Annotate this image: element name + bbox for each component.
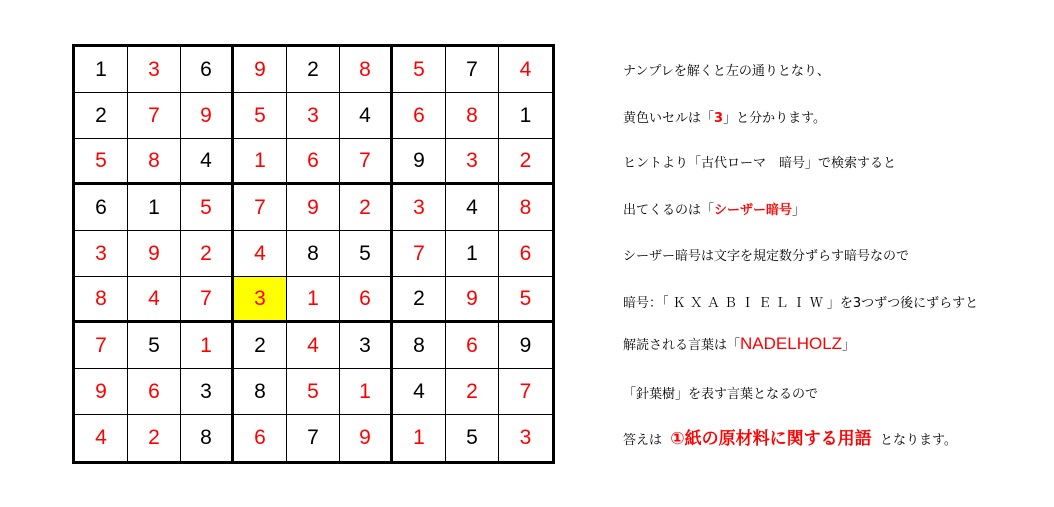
sudoku-cell-r9c7: 1: [393, 415, 446, 461]
sudoku-cell-r3c5: 6: [287, 139, 340, 185]
sudoku-cell-r5c1: 3: [75, 231, 128, 277]
sudoku-cell-r2c7: 6: [393, 93, 446, 139]
note-line-8: 「針葉樹」を表す言葉となるので: [623, 387, 819, 402]
sudoku-cell-r5c7: 7: [393, 231, 446, 277]
sudoku-cell-r4c4: 7: [234, 185, 287, 231]
note-line-7-pre: 解読される言葉は「: [623, 338, 741, 353]
note-line-4: [623, 199, 805, 218]
sudoku-cell-r2c4: 5: [234, 93, 287, 139]
sudoku-grid: [72, 44, 555, 464]
note-line-1: ナンプレを解くと左の通りとなり、: [623, 64, 830, 79]
sudoku-cell-r4c7: 3: [393, 185, 446, 231]
sudoku-cell-r3c4: 1: [234, 139, 287, 185]
sudoku-cell-r6c5: 1: [287, 277, 340, 323]
answer-text: ①紙の原材料に関する用語: [670, 429, 872, 449]
sudoku-cell-r1c6: 8: [340, 47, 393, 93]
sudoku-cell-r5c8: 1: [446, 231, 499, 277]
sudoku-cell-r6c6: 6: [340, 277, 393, 323]
sudoku-cell-r5c9: 6: [499, 231, 552, 277]
sudoku-cell-r9c9: 3: [519, 426, 532, 449]
sudoku-cell-r6c2: 4: [128, 277, 181, 323]
sudoku-cell-r3c3: 4: [181, 139, 234, 185]
sudoku-cell-r9c5: 7: [287, 415, 340, 461]
note-line-3: ヒントより「古代ローマ 暗号」で検索すると: [623, 156, 897, 171]
sudoku-cell-r8c3: 3: [181, 369, 234, 415]
sudoku-cell-r2c1: 2: [75, 93, 128, 139]
sudoku-cell-r7c9: 9: [499, 323, 552, 369]
sudoku-cell-r8c6: 1: [340, 369, 393, 415]
note-line-4-post: 」: [792, 203, 806, 218]
sudoku-cell-r7c3: 1: [181, 323, 234, 369]
note-line-9: [623, 424, 957, 449]
sudoku-cell-r3c9: 2: [499, 139, 552, 185]
sudoku-cell-r2c3: 9: [181, 93, 234, 139]
sudoku-cell-r7c2: 5: [128, 323, 181, 369]
sudoku-cell-r2c9: 1: [499, 93, 552, 139]
sudoku-cell-r7c1: 7: [75, 323, 128, 369]
sudoku-cell-r6c8: 9: [446, 277, 499, 323]
note-line-7-value: NADELHOLZ: [740, 334, 843, 353]
sudoku-cell-r2c6: 4: [340, 93, 393, 139]
sudoku-cell-r5c4: 4: [234, 231, 287, 277]
sudoku-cell-r6c4: 3: [234, 277, 287, 323]
sudoku-cell-r4c6: 2: [340, 185, 393, 231]
sudoku-cell-r9c4: 6: [234, 415, 287, 461]
sudoku-cell-r7c8: 6: [446, 323, 499, 369]
note-line-5: シーザー暗号は文字を規定数分ずらす暗号なので: [623, 249, 910, 264]
sudoku-cell-r4c3: 5: [181, 185, 234, 231]
sudoku-cell-r5c6: 5: [340, 231, 393, 277]
sudoku-cell-r3c8: 3: [446, 139, 499, 185]
sudoku-cell-r9c6: 9: [340, 415, 393, 461]
sudoku-cell-r1c3: 6: [181, 47, 234, 93]
sudoku-cell-r2c8: 8: [446, 93, 499, 139]
sudoku-cell-r3c2: 8: [128, 139, 181, 185]
note-line-4-value: シーザー暗号: [714, 203, 793, 218]
sudoku-cell-r1c4: 9: [234, 47, 287, 93]
sudoku-cell-r8c8: 2: [446, 369, 499, 415]
sudoku-cell-r1c8: 7: [446, 47, 499, 93]
sudoku-cell-r6c1: 8: [75, 277, 128, 323]
sudoku-cell-r4c2: 1: [128, 185, 181, 231]
note-line-9-pre: 答えは: [623, 433, 663, 448]
sudoku-cell-r7c7: 8: [393, 323, 446, 369]
sudoku-cell-r1c5: 2: [287, 47, 340, 93]
sudoku-cell-r7c4: 2: [234, 323, 287, 369]
sudoku-cell-r8c1: 9: [75, 369, 128, 415]
sudoku-cell-r5c5: 8: [287, 231, 340, 277]
note-line-2-value: 3: [714, 111, 724, 126]
sudoku-cell-r2c2: 7: [128, 93, 181, 139]
sudoku-cell-r6c7: 2: [393, 277, 446, 323]
sudoku-cell-r5c2: 9: [128, 231, 181, 277]
sudoku-cell-r4c1: 6: [75, 185, 128, 231]
note-line-6: 暗号：「 Ｋ Ｘ Ａ Ｂ Ｉ Ｅ Ｌ Ｉ Ｗ 」を3つずつ後にずらすと: [623, 296, 979, 311]
sudoku-cell-r1c7: 5: [393, 47, 446, 93]
sudoku-cell-r9c2: 2: [128, 415, 181, 461]
sudoku-cell-r2c5: 3: [287, 93, 340, 139]
sudoku-cell-r3c7: 9: [393, 139, 446, 185]
sudoku-cell-r8c5: 5: [287, 369, 340, 415]
sudoku-cell-r8c7: 4: [393, 369, 446, 415]
note-line-9-post: となります。: [879, 433, 957, 448]
sudoku-cell-r1c9: 4: [499, 47, 552, 93]
sudoku-cell-r8c4: 8: [234, 369, 287, 415]
sudoku-cell-r4c5: 9: [287, 185, 340, 231]
sudoku-cell-r3c6: 7: [340, 139, 393, 185]
sudoku-cell-r1c2: 3: [128, 47, 181, 93]
sudoku-cell-r7c5: 4: [287, 323, 340, 369]
sudoku-cell-r8c9: 7: [499, 369, 552, 415]
sudoku-cell-r9c3: 8: [181, 415, 234, 461]
note-line-7-post: 」: [842, 338, 856, 353]
sudoku-cell-r9c8: 5: [446, 415, 499, 461]
sudoku-cell-r9c1: 4: [75, 415, 128, 461]
sudoku-cell-r5c3: 2: [181, 231, 234, 277]
note-line-2-pre: 黄色いセルは「: [623, 111, 715, 126]
note-line-2-post: 」と分かります。: [723, 111, 827, 126]
sudoku-cell-r6c9: 5: [499, 277, 552, 323]
sudoku-cell-r1c1: 1: [75, 47, 128, 93]
sudoku-cell-r4c8: 4: [446, 185, 499, 231]
note-line-4-pre: 出てくるのは「: [623, 203, 715, 218]
note-line-2: [623, 107, 826, 126]
sudoku-cell-r3c1: 5: [75, 139, 128, 185]
sudoku-cell-r6c3: 7: [181, 277, 234, 323]
note-line-7: [623, 334, 855, 354]
sudoku-cell-r8c2: 6: [128, 369, 181, 415]
sudoku-cell-r7c6: 3: [340, 323, 393, 369]
sudoku-cell-r4c9: 8: [499, 185, 552, 231]
